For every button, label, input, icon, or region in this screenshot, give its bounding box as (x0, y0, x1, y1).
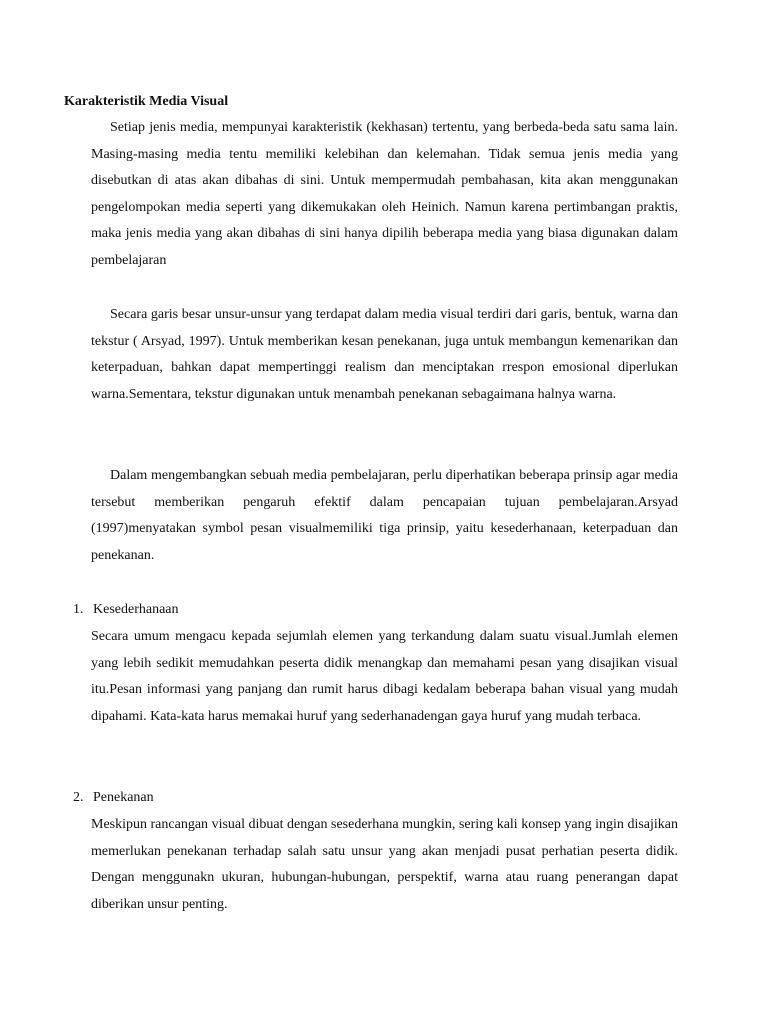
list-item-number: 2. (73, 790, 84, 805)
list-item-label: Kesederhanaan (93, 602, 179, 617)
paragraph-intro: Setiap jenis media, mempunyai karakteristik (kekhasan) tertentu, yang berbeda-beda satu sama lain. Masing-masing media tentu memiliki kelebihan dan kelemahan. Tidak semua jenis media yang disebutkan di atas akan dibahas di sini. Untuk mempermudah pembahasan, kita akan menggunakan pengelompokan media seperti yang dikemukakan oleh Heinich. Namun karena pertimbangan praktis, maka jenis media yang akan dibahas di sini hanya dipilih beberapa media yang biasa digunakan dalam pembelajaran (91, 120, 678, 268)
list-item-body: Secara umum mengacu kepada sejumlah elemen yang terkandung dalam suatu visual.Jumlah elemen yang lebih sedikit memudahkan peserta didik menangkap dan memahami pesan yang disajikan visual itu.Pesan informasi yang panjang dan rumit harus dibagi kedalam beberapa bahan visual yang mudah dipahami. Kata-kata harus memakai huruf yang sederhanadengan gaya huruf yang mudah terbaca. (91, 629, 678, 724)
list-item-number: 1. (73, 602, 84, 617)
list-item-title (73, 788, 154, 808)
paragraph-principles: Dalam mengembangkan sebuah media pembelajaran, perlu diperhatikan beberapa prinsip agar media tersebut memberikan pengaruh efektif dalam pencapaian tujuan pembelajaran.Arsyad (1997)menyatakan symbol pesan visualmemiliki tiga prinsip, yaitu kesederhanaan, keterpaduan dan penekanan. (91, 468, 678, 563)
list-item-body: Meskipun rancangan visual dibuat dengan sesederhana mungkin, sering kali konsep yang ingin disajikan memerlukan penekanan terhadap salah satu unsur yang akan menjadi pusat perhatian peserta didik. Dengan menggunakn ukuran, hubungan-hubungan, perspektif, warna atau ruang penerangan dapat diberikan unsur penting. (91, 817, 678, 912)
list-item-title (73, 600, 179, 620)
paragraph-visual-elements: Secara garis besar unsur-unsur yang terdapat dalam media visual terdiri dari garis, bentuk, warna dan tekstur ( Arsyad, 1997). Untuk memberikan kesan penekanan, juga untuk membangun kemenarikan dan keterpaduan, bahkan dapat mempertinggi realism dan menciptakan rrespon emosional diperlukan warna.Sementara, tekstur digunakan untuk menambah penekanan sebagaimana halnya warna. (91, 307, 678, 402)
section-heading: Karakteristik Media Visual (64, 94, 229, 109)
list-item-label: Penekanan (93, 790, 154, 805)
